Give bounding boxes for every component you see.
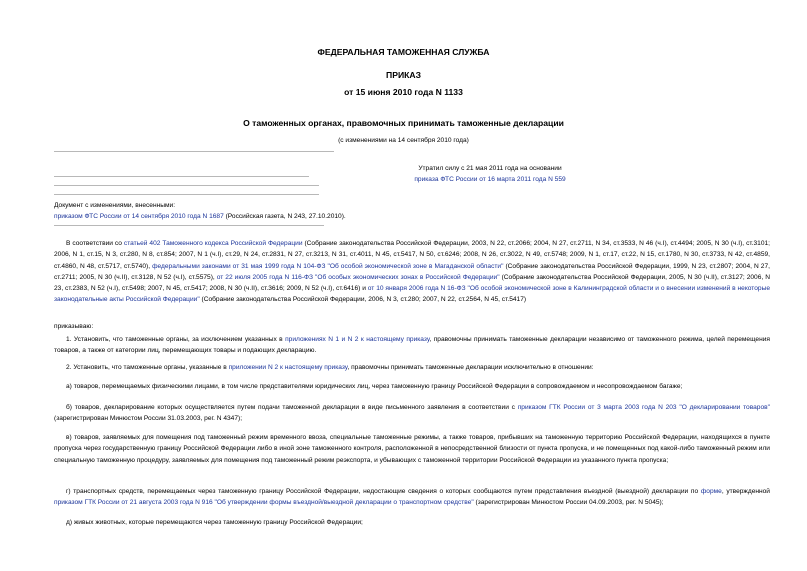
paragraph-text: (зарегистрирован Минюстом России 04.09.2003, рег. N 5045); xyxy=(473,499,664,507)
amendments-tail: (Российская газета, N 243, 27.10.2010). xyxy=(223,213,346,221)
agency-name: ФЕДЕРАЛЬНАЯ ТАМОЖЕННАЯ СЛУЖБА xyxy=(317,47,490,57)
paragraph-d: д) живых животных, которые перемещаются через таможенную границу Российской Федерации; xyxy=(66,519,363,526)
amendments-intro: Документ с изменениями, внесенными: xyxy=(54,202,176,209)
preamble-text: (Собрание законодательства Российской Федерации, 2003, N 22, ст.2066; 2004, N 27, ст.2711, N 34, ст.3533, N 46 (ч.I), ст.4494; 2005, N 30 (ч.I), ст.3101; 2006, N 1, ст.15, N 3, ст.280, N 8, ст.854; 2007, N 1 (ч.I), ст.29, N 24, ст.2831, N 27, ст.3213, N 31, ст.4011, N 45, ст.5417, N 50, ст.6246; 2008, N 26, ст.3022, N 49, ст.5748; 2009, N 1, ст.17, ст.22, N 15, ст.1780, N 30, ст.3733, N 42, ст.4859, ст.4860, N 48, ст.5717, ст.5740), xyxy=(54,240,770,270)
paragraph-text: (зарегистрирован Минюстом России 31.03.2003, рег. N 4347); xyxy=(54,415,243,423)
preamble-paragraph xyxy=(54,238,770,306)
lost-force-link[interactable]: приказа ФТС России от 16 марта 2011 года N 559 xyxy=(414,176,566,183)
appendix-2-link[interactable]: приложении N 2 к настоящему приказу xyxy=(228,364,348,371)
edition-note: (с изменениями на 14 сентября 2010 года) xyxy=(338,137,469,144)
paragraph-text: , правомочны принимать таможенные декларации исключительно в отношении: xyxy=(347,364,594,371)
paragraph-b xyxy=(54,402,770,425)
amendments-link[interactable]: приказом ФТС России от 14 сентября 2010 года N 1687 xyxy=(54,213,224,221)
law-116-link[interactable]: от 22 июля 2005 года N 116-ФЗ "Об особых экономических зонах в Российской Федерации" xyxy=(216,273,500,281)
law-16-link[interactable]: от 10 января 2006 года N 16-ФЗ "Об особой экономической зоне в Калининградской области и о внесении изменений в некоторые законодательные акты Российской Федерации" xyxy=(54,285,770,304)
order-916-link[interactable]: приказом ГТК России от 21 августа 2003 года N 916 "Об утверждении формы въездной/выездной декларации о транспортном средстве" xyxy=(54,499,474,507)
amendments-line xyxy=(54,211,774,222)
paragraph-text: 1. Установить, что таможенные органы, за исключением указанных в xyxy=(66,336,286,343)
paragraph-text: г) транспортных средств, перемещаемых через таможенную границу Российской Федерации, недостающие сведения о которых сообщаются путем представления въездной (выездной) декларации по xyxy=(66,488,701,495)
paragraph-1 xyxy=(54,334,770,357)
divider xyxy=(54,225,324,226)
paragraph-g xyxy=(54,486,770,509)
order-word: приказываю: xyxy=(54,323,94,330)
doc-date-number: от 15 июня 2010 года N 1133 xyxy=(344,87,463,97)
paragraph-text: 2. Установить, что таможенные органы, указанные в xyxy=(66,364,229,371)
divider xyxy=(54,185,319,186)
preamble-text: В соответствии со xyxy=(66,240,124,247)
amendments-block xyxy=(54,200,774,223)
paragraph-text: б) товаров, декларирование которых осуществляется путем подачи таможенной декларации в виде письменного заявления в соответствии с xyxy=(66,404,518,411)
doc-type: ПРИКАЗ xyxy=(386,70,421,80)
customs-code-link[interactable]: статьей 402 Таможенного кодекса Российской Федерации xyxy=(123,240,303,247)
paragraph-v: в) товаров, заявляемых для помещения под таможенный режим временного ввоза, специальные таможенные режимы, а также товаров, прибывших на таможенную территорию Российской Федерации, находящихся в пункте пропуска через государственную границу Российской Федерации либо в иной зоне таможенного контроля, расположенной в непосредственной близости от пункта пропуска, и не помещенных под какой-либо таможенный режим или специальную таможенную процедуру, заявляемых для помещения под таможенный режим реэкспорта, и убывающих с таможенной территории Российской Федерации из указанного пункта пропуска; xyxy=(54,434,770,464)
preamble-text: (Собрание законодательства Российской Федерации, 1999, N 23, ст.2807; 2004, N 27, ст.2711; 2005, N 30 (ч.II), ст.3128, N 52 (ч.I), ст.5575), xyxy=(54,262,770,281)
preamble-text: (Собрание законодательства Российской Федерации, 2006, N 3, ст.280; 2007, N 22, ст.2564, N 45, ст.5417) xyxy=(199,296,527,304)
order-203-link[interactable]: приказом ГТК России от 3 марта 2003 года N 203 "О декларировании товаров" xyxy=(517,404,770,411)
paragraph-2 xyxy=(54,362,770,373)
appendices-link[interactable]: приложениях N 1 и N 2 к настоящему приказу xyxy=(285,336,430,343)
paragraph-a: а) товаров, перемещаемых физическими лицами, в том числе представителями юридических лиц, через таможенную границу Российской Федерации в сопровождаемом и несопровождаемом багаже; xyxy=(66,383,683,390)
divider xyxy=(54,176,309,177)
preamble-text: (Собрание законодательства Российской Федерации, 2005, N 30 (ч.II), ст.3127; 2006, N 23, ст.2383, N 52 (ч.I), ст.5498; 2007, N 45, ст.5417; 2008, N 30 (ч.II), ст.3616; 2009, N 52 (ч.I), ст.6416) и xyxy=(54,273,770,293)
law-104-link[interactable]: федеральными законами от 31 мая 1999 года N 104-ФЗ "Об особой экономической зоне в Магаданской области" xyxy=(152,262,504,270)
form-link[interactable]: форме xyxy=(700,488,722,495)
paragraph-text: , утвержденной xyxy=(721,488,770,495)
lost-force-note xyxy=(250,163,730,185)
divider xyxy=(54,151,334,152)
divider xyxy=(54,194,319,195)
doc-title: О таможенных органах, правомочных принимать таможенные декларации xyxy=(243,118,564,128)
paragraph-text: , правомочны принимать таможенные декларации независимо от таможенного режима, целей перемещения товаров, а также от категории лиц, перемещающих товары и подающих декларацию. xyxy=(54,336,770,355)
lost-force-text: Утратил силу с 21 мая 2011 года на основании xyxy=(418,165,562,172)
